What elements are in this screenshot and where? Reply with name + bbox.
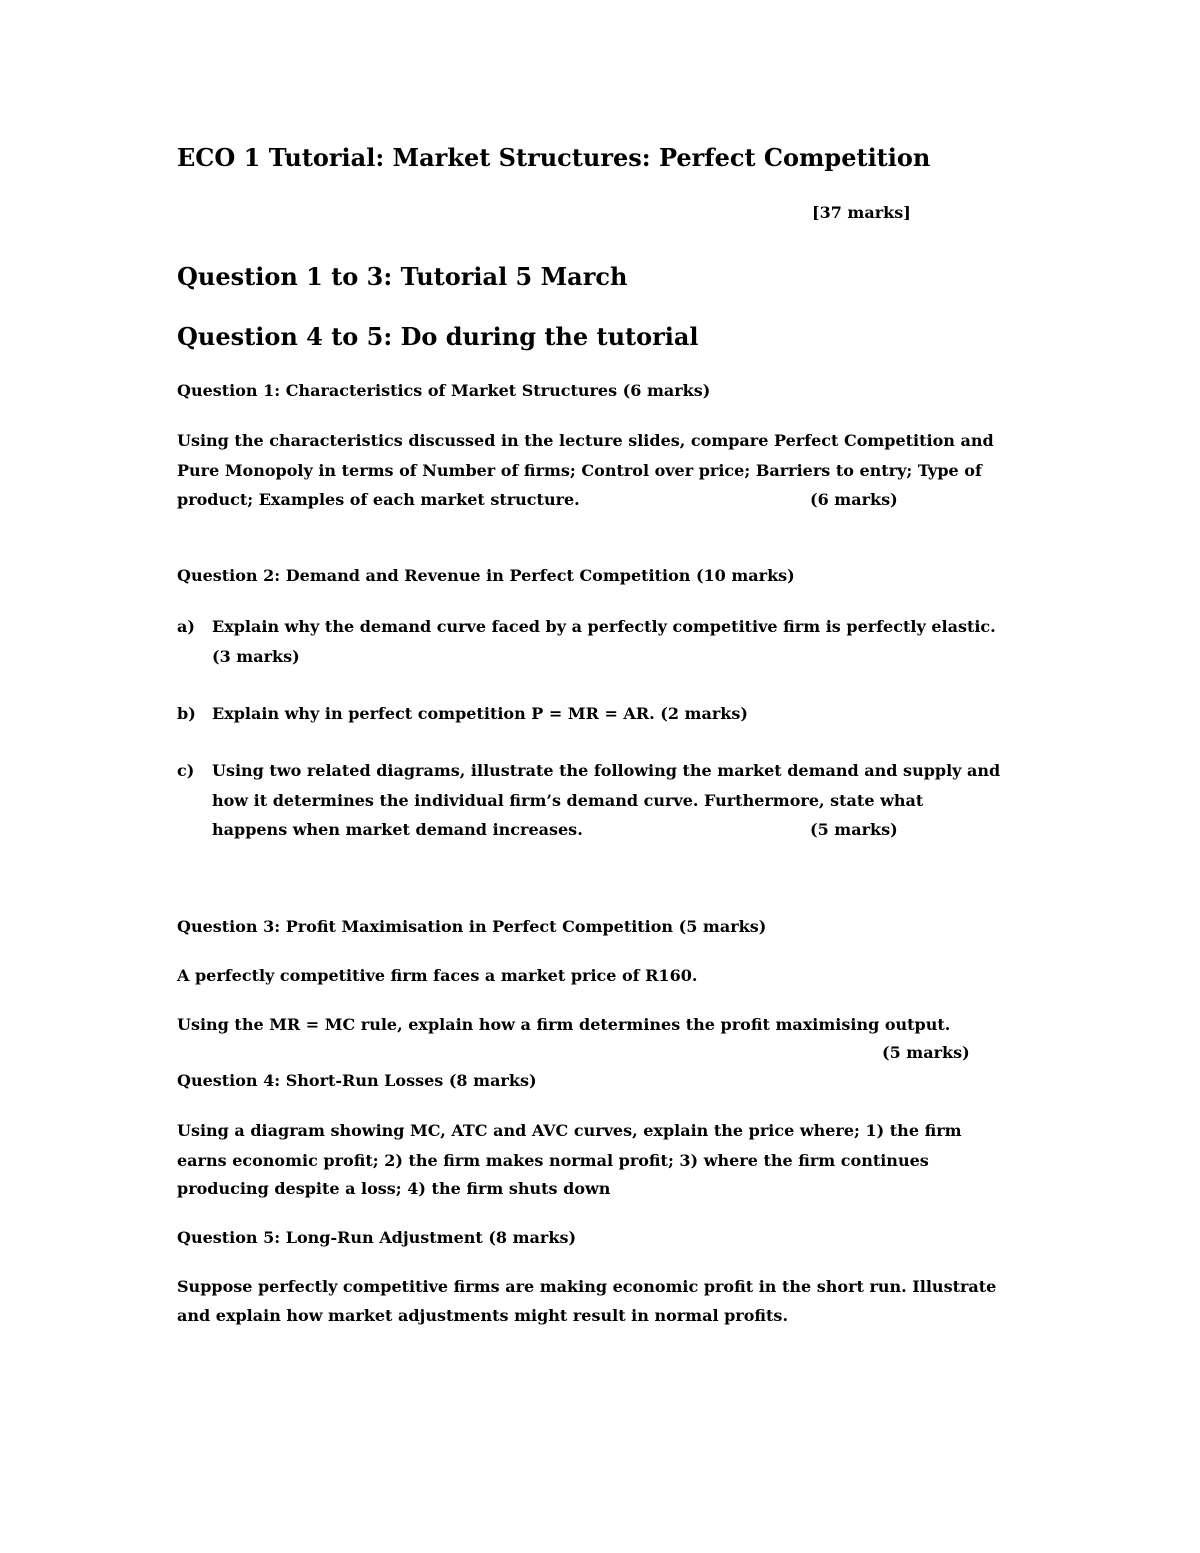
question-2c-text-line: Using two related diagrams, illustrate the following the market demand and supply and bbox=[212, 761, 1001, 780]
question-1-heading: Question 1: Characteristics of Market Structures (6 marks) bbox=[177, 381, 711, 400]
question-2a-marks: (3 marks) bbox=[212, 647, 300, 666]
subtitle-schedule: Question 1 to 3: Tutorial 5 March bbox=[177, 262, 628, 291]
subtitle-during-tutorial: Question 4 to 5: Do during the tutorial bbox=[177, 322, 699, 351]
question-3-heading: Question 3: Profit Maximisation in Perfect Competition (5 marks) bbox=[177, 917, 767, 936]
question-2c-text-line: happens when market demand increases. bbox=[212, 820, 583, 839]
question-5-text-line: Suppose perfectly competitive firms are making economic profit in the short run. Illustrate bbox=[177, 1277, 997, 1296]
question-1-text-line: Using the characteristics discussed in the lecture slides, compare Perfect Competition and bbox=[177, 431, 994, 450]
document-title: ECO 1 Tutorial: Market Structures: Perfect Competition bbox=[177, 143, 931, 172]
question-5-heading: Question 5: Long-Run Adjustment (8 marks) bbox=[177, 1228, 577, 1247]
question-4-text-line: producing despite a loss; 4) the firm shuts down bbox=[177, 1179, 611, 1198]
question-2a-label: a) bbox=[177, 617, 195, 636]
question-2a-text-line: Explain why the demand curve faced by a perfectly competitive firm is perfectly elastic. bbox=[212, 617, 996, 636]
question-5-text-line: and explain how market adjustments might result in normal profits. bbox=[177, 1306, 789, 1325]
question-2-heading: Question 2: Demand and Revenue in Perfect Competition (10 marks) bbox=[177, 566, 795, 585]
question-2c-text-line: how it determines the individual firm’s demand curve. Furthermore, state what bbox=[212, 791, 924, 810]
question-2b-label: b) bbox=[177, 704, 196, 723]
question-1-text-line: Pure Monopoly in terms of Number of firms; Control over price; Barriers to entry; Type of bbox=[177, 461, 982, 480]
question-3-text-line: Using the MR = MC rule, explain how a firm determines the profit maximising output. bbox=[177, 1015, 951, 1034]
question-4-heading: Question 4: Short-Run Losses (8 marks) bbox=[177, 1071, 537, 1090]
question-3-marks: (5 marks) bbox=[882, 1043, 970, 1062]
question-4-text-line: Using a diagram showing MC, ATC and AVC curves, explain the price where; 1) the firm bbox=[177, 1121, 962, 1140]
question-1-marks: (6 marks) bbox=[810, 490, 898, 509]
question-2c-label: c) bbox=[177, 761, 195, 780]
question-1-text-line: product; Examples of each market structure. bbox=[177, 490, 580, 509]
question-2b-text-line: Explain why in perfect competition P = MR = AR. (2 marks) bbox=[212, 704, 748, 723]
total-marks: [37 marks] bbox=[812, 203, 911, 222]
question-3-text-line: A perfectly competitive firm faces a market price of R160. bbox=[177, 966, 698, 985]
question-4-text-line: earns economic profit; 2) the firm makes normal profit; 3) where the firm continues bbox=[177, 1151, 929, 1170]
question-2c-marks: (5 marks) bbox=[810, 820, 898, 839]
